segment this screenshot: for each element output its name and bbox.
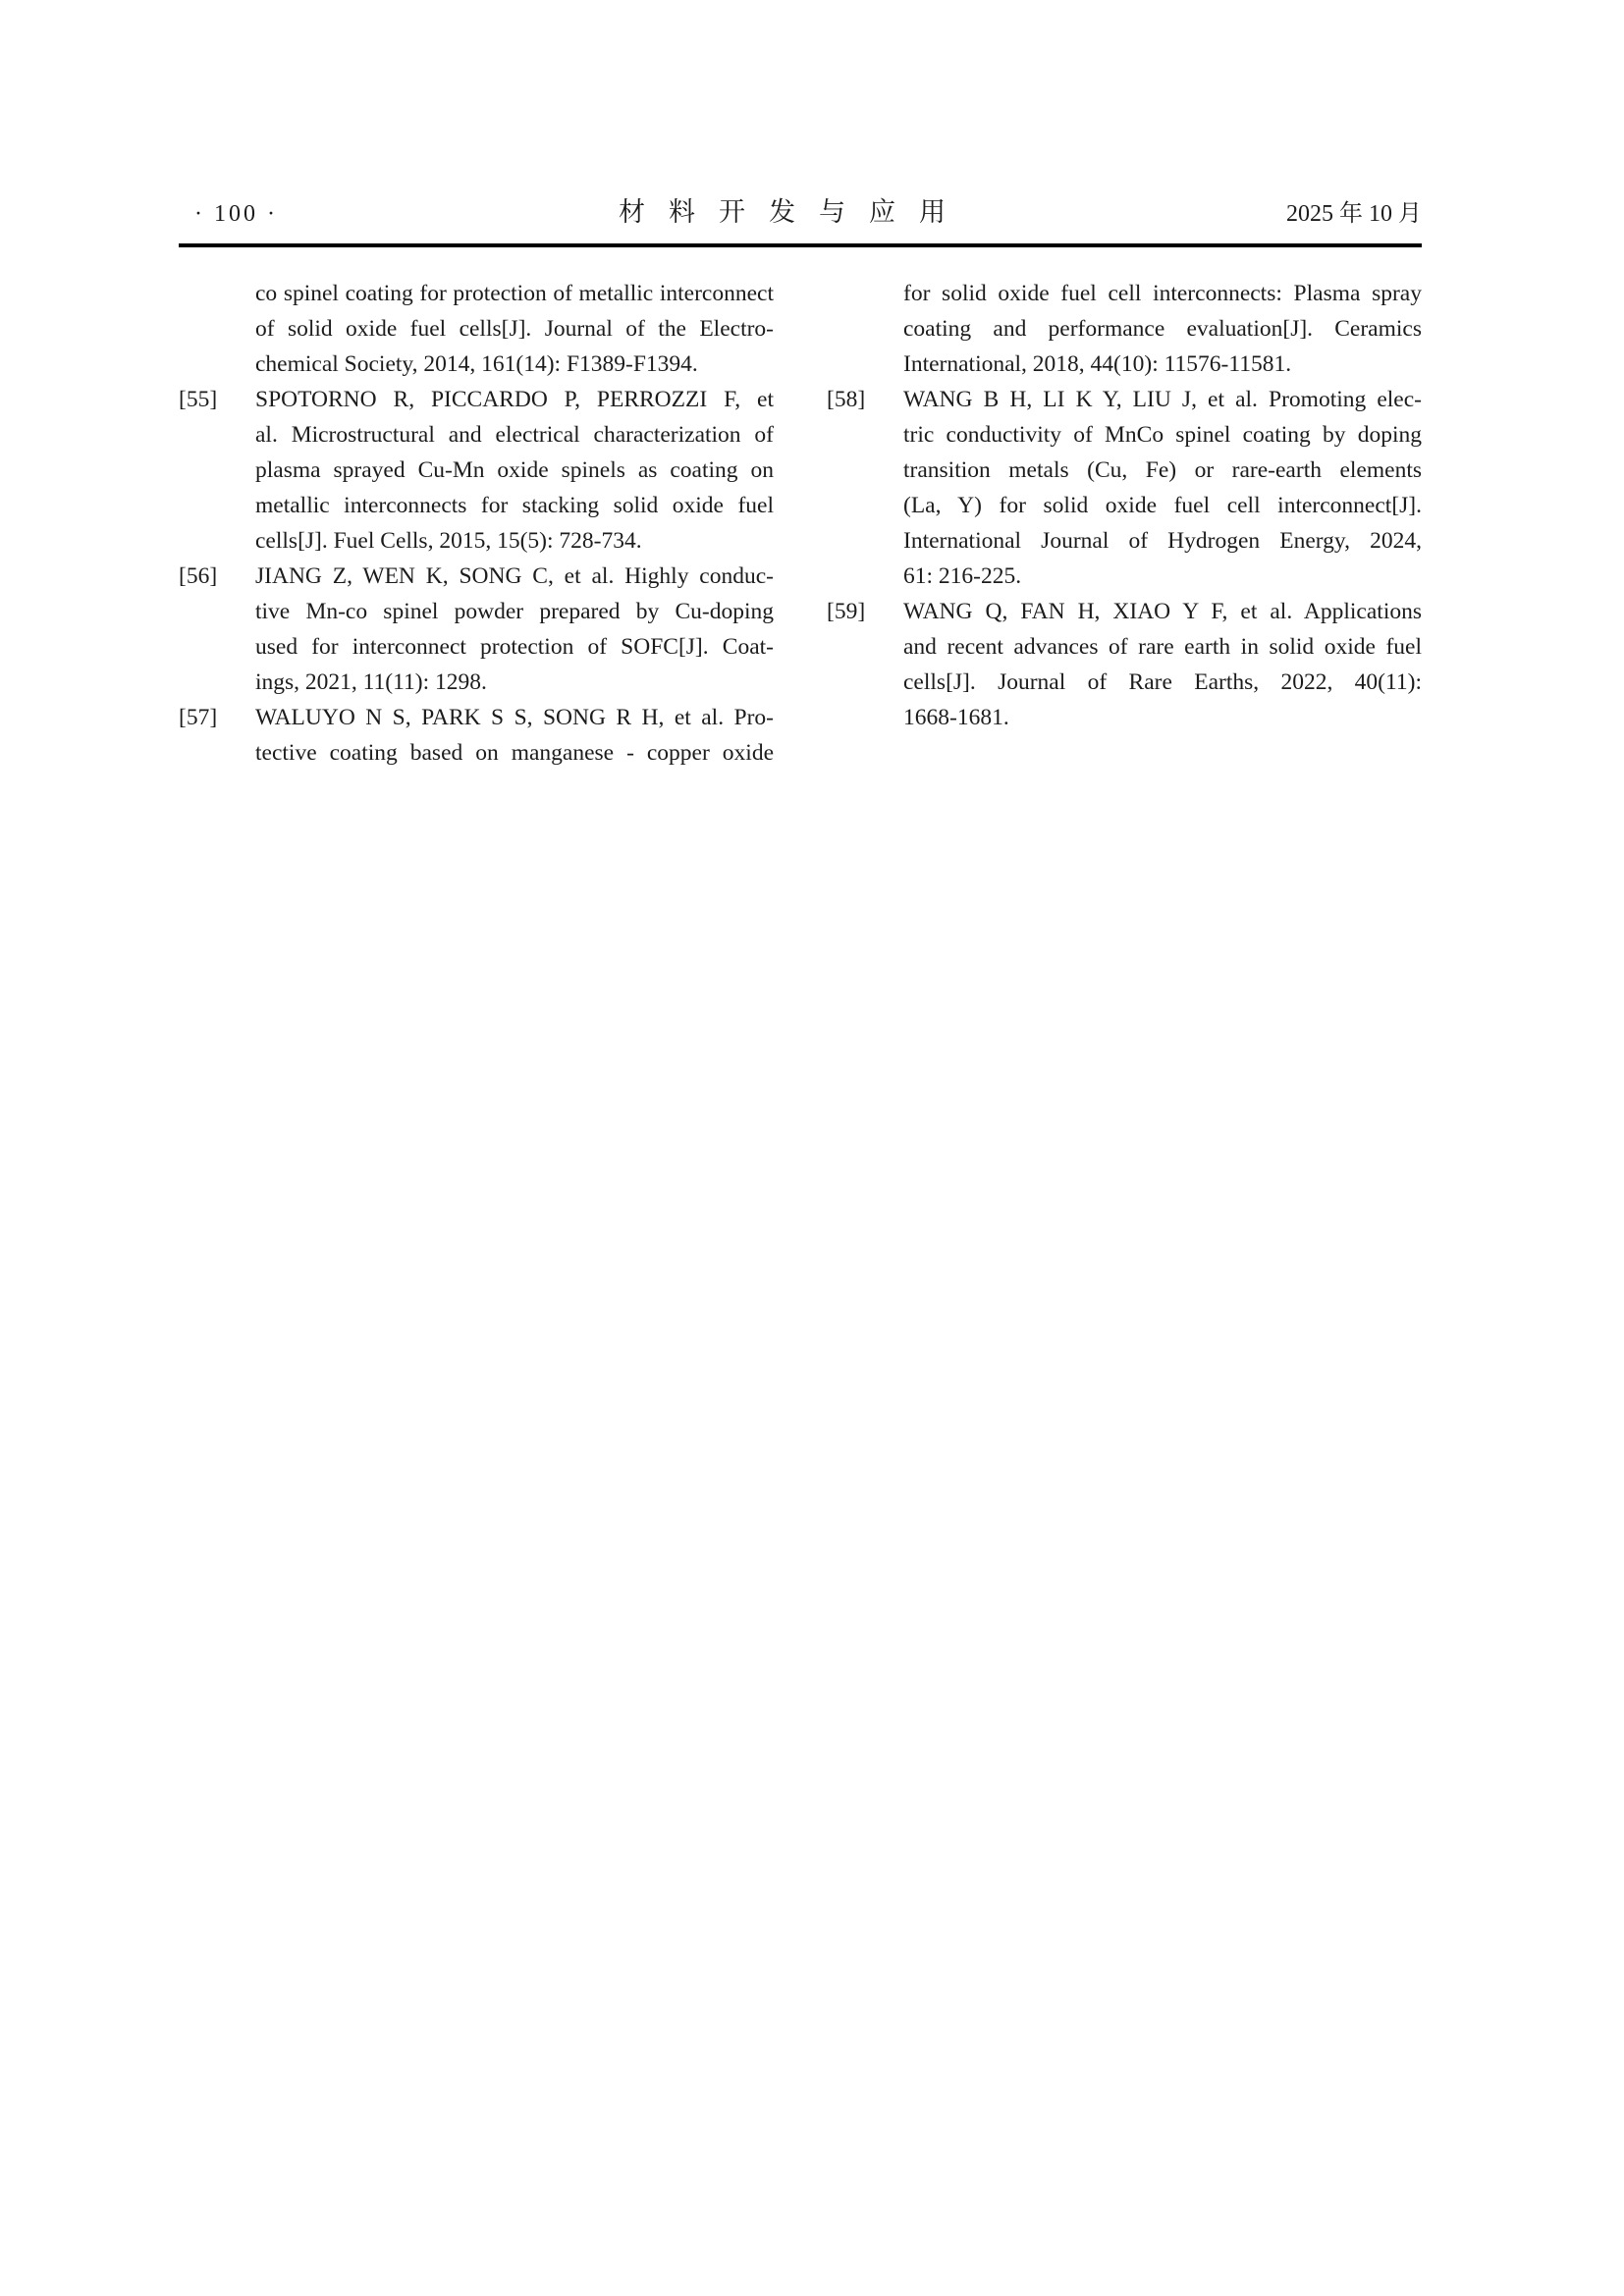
reference-line: used for interconnect protection of SOFC[J]. Coat- (255, 634, 774, 660)
reference-text (903, 382, 1422, 594)
reference-item-55 (179, 382, 774, 559)
reference-line: al. Microstructural and electrical characterization of (255, 422, 774, 448)
reference-line: of solid oxide fuel cells[J]. Journal of the Electro- (255, 316, 774, 342)
reference-label: [58] (827, 387, 866, 412)
page-header (179, 190, 1422, 229)
reference-line: 1668-1681. (903, 705, 1009, 730)
reference-line: and recent advances of rare earth in solid oxide fuel (903, 634, 1422, 660)
reference-line: plasma sprayed Cu-Mn oxide spinels as coating on (255, 457, 774, 483)
issue-date: 2025 年 10 月 (1285, 201, 1422, 227)
reference-line: for solid oxide fuel cell interconnects: Plasma spray (903, 281, 1422, 306)
reference-line: WALUYO N S, PARK S S, SONG R H, et al. Pro- (255, 705, 774, 730)
reference-item-59 (827, 594, 1422, 735)
reference-line: tric conductivity of MnCo spinel coating by doping (903, 422, 1422, 448)
reference-item-56 (179, 559, 774, 700)
references-left-column (179, 276, 774, 771)
reference-line: coating and performance evaluation[J]. Ceramics (903, 316, 1422, 342)
reference-text (255, 559, 774, 700)
reference-line: ings, 2021, 11(11): 1298. (255, 669, 487, 695)
reference-label: [56] (179, 563, 218, 589)
journal-title: 材料开发与应用 (618, 197, 969, 227)
reference-line: International, 2018, 44(10): 11576-11581. (903, 351, 1292, 377)
reference-line: transition metals (Cu, Fe) or rare-earth elements (903, 457, 1422, 483)
reference-continuation (179, 276, 774, 382)
references-right-column (827, 276, 1422, 771)
reference-text (255, 382, 774, 559)
reference-line: cells[J]. Journal of Rare Earths, 2022, 40(11): (903, 669, 1422, 695)
reference-item-58 (827, 382, 1422, 594)
reference-line: chemical Society, 2014, 161(14): F1389-F1394. (255, 351, 698, 377)
reference-line: SPOTORNO R, PICCARDO P, PERROZZI F, et (255, 387, 774, 412)
reference-text (903, 594, 1422, 735)
reference-label (179, 276, 255, 382)
reference-line: tive Mn-co spinel powder prepared by Cu-doping (255, 599, 774, 624)
reference-label: [55] (179, 387, 218, 412)
reference-line: co spinel coating for protection of metallic interconnect (255, 281, 774, 306)
reference-text (255, 276, 774, 382)
reference-line: International Journal of Hydrogen Energy, 2024, (903, 528, 1422, 554)
reference-label: [57] (179, 705, 218, 730)
reference-line: (La, Y) for solid oxide fuel cell interconnect[J]. (903, 493, 1422, 518)
reference-label (827, 276, 903, 382)
reference-line: 61: 216-225. (903, 563, 1022, 589)
header-rule (179, 243, 1422, 247)
reference-line: tective coating based on manganese - copper oxide (255, 740, 774, 766)
references-section (179, 276, 1422, 771)
reference-line: WANG Q, FAN H, XIAO Y F, et al. Applications (903, 599, 1422, 624)
reference-line: metallic interconnects for stacking solid oxide fuel (255, 493, 774, 518)
reference-continuation (827, 276, 1422, 382)
reference-text (903, 276, 1422, 382)
reference-line: WANG B H, LI K Y, LIU J, et al. Promoting elec- (903, 387, 1422, 412)
page-number: · 100 · (194, 201, 278, 227)
reference-item-57 (179, 700, 774, 771)
reference-label: [59] (827, 599, 866, 624)
reference-text (255, 700, 774, 771)
reference-line: cells[J]. Fuel Cells, 2015, 15(5): 728-734. (255, 528, 642, 554)
reference-line: JIANG Z, WEN K, SONG C, et al. Highly conduc- (255, 563, 774, 589)
